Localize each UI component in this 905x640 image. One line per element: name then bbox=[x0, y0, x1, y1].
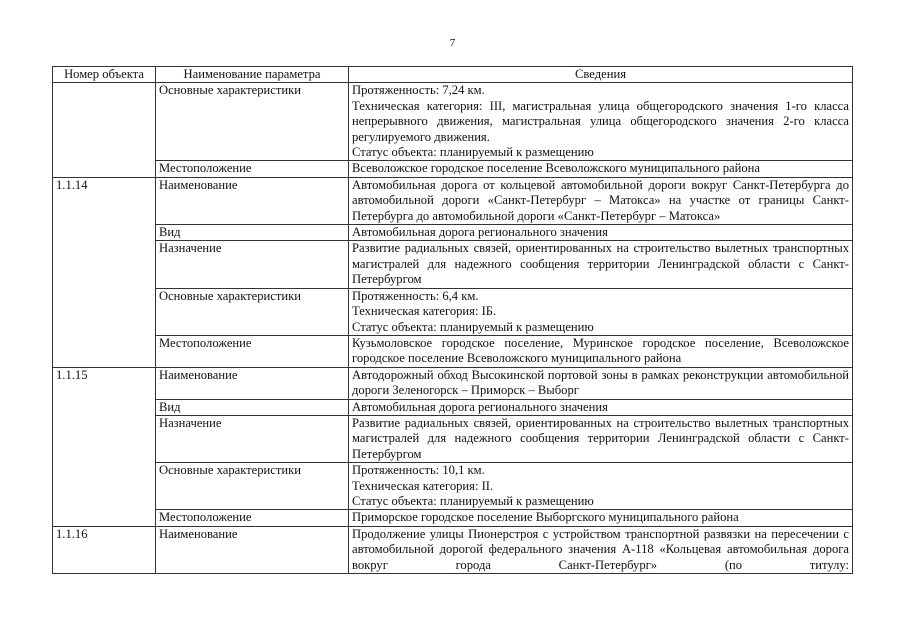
header-details: Сведения bbox=[349, 67, 853, 83]
parameter-name-cell: Основные характеристики bbox=[156, 83, 349, 161]
table-header bbox=[53, 67, 853, 83]
parameter-name-cell: Вид bbox=[156, 225, 349, 241]
table-row bbox=[53, 225, 853, 241]
table-row bbox=[53, 415, 853, 462]
table-row bbox=[53, 367, 853, 399]
details-line: Автомобильная дорога от кольцевой автомобильной дороги вокруг Санкт-Петербурга до автомобильной дороги «Санкт-Петербург – Матокса» на участке от границы Санкт-Петербурга до автомобильной дороги «Санкт-Петербург – Матокса» bbox=[352, 177, 849, 223]
table-row bbox=[53, 177, 853, 224]
table-row bbox=[53, 161, 853, 177]
header-parameter-name: Наименование параметра bbox=[156, 67, 349, 83]
details-line: Протяженность: 6,4 км. bbox=[352, 288, 479, 303]
details-line: Автомобильная дорога регионального значения bbox=[352, 399, 608, 414]
header-object-number: Номер объекта bbox=[53, 67, 156, 83]
details-line: Развитие радиальных связей, ориентированных на строительство вылетных транспортных магистралей для надежного сообщения территории Ленинградской области с Санкт-Петербургом bbox=[352, 241, 849, 287]
details-line: Автомобильная дорога регионального значения bbox=[352, 225, 608, 240]
header-row bbox=[53, 67, 853, 83]
parameter-name-cell: Основные характеристики bbox=[156, 463, 349, 510]
page-number: 7 bbox=[449, 37, 456, 49]
parameter-name-cell: Назначение bbox=[156, 415, 349, 462]
parameter-name-cell: Местоположение bbox=[156, 335, 349, 367]
objects-table bbox=[52, 66, 853, 574]
table-row bbox=[53, 288, 853, 335]
details-cell bbox=[349, 415, 853, 462]
details-line: Всеволожское городское поселение Всеволожского муниципального района bbox=[352, 161, 760, 176]
object-number-cell: 1.1.14 bbox=[53, 177, 156, 367]
details-cell bbox=[349, 177, 853, 224]
details-line: Продолжение улицы Пионерстроя с устройством транспортной развязки на пересечении с автомобильной дорогой федерального значения А-118 «Кольцевая автомобильная дорога вокруг города Санкт-Петербург» (по титулу: bbox=[352, 526, 849, 572]
details-cell bbox=[349, 288, 853, 335]
details-line: Протяженность: 10,1 км. bbox=[352, 463, 485, 478]
details-line: Кузьмоловское городское поселение, Муринское городское поселение, Всеволожское городское поселение Всеволожского муниципального района bbox=[352, 335, 849, 366]
details-cell bbox=[349, 510, 853, 526]
details-cell bbox=[349, 225, 853, 241]
details-line: Статус объекта: планируемый к размещению bbox=[352, 493, 594, 508]
table-row bbox=[53, 463, 853, 510]
object-number-cell: 1.1.15 bbox=[53, 367, 156, 526]
table-row bbox=[53, 335, 853, 367]
details-cell bbox=[349, 367, 853, 399]
details-line: Развитие радиальных связей, ориентированных на строительство вылетных транспортных магистралей для надежного сообщения территории Ленинградской области с Санкт-Петербургом bbox=[352, 415, 849, 461]
table-row bbox=[53, 83, 853, 161]
table-row bbox=[53, 241, 853, 288]
details-cell bbox=[349, 463, 853, 510]
details-cell bbox=[349, 526, 853, 573]
details-line: Техническая категория: III, магистральная улица общегородского значения 1-го класса непрерывного движения, магистральная улица общегородского значения 2-го класса регулируемого движения. bbox=[352, 98, 849, 144]
details-line: Протяженность: 7,24 км. bbox=[352, 83, 485, 98]
parameter-name-cell: Основные характеристики bbox=[156, 288, 349, 335]
parameter-name-cell: Вид bbox=[156, 399, 349, 415]
details-cell bbox=[349, 335, 853, 367]
table-row bbox=[53, 510, 853, 526]
parameter-name-cell: Наименование bbox=[156, 367, 349, 399]
details-cell bbox=[349, 161, 853, 177]
parameter-name-cell: Местоположение bbox=[156, 510, 349, 526]
table-body bbox=[53, 83, 853, 574]
details-cell bbox=[349, 399, 853, 415]
details-line: Приморское городское поселение Выборгского муниципального района bbox=[352, 510, 739, 525]
parameter-name-cell: Назначение bbox=[156, 241, 349, 288]
details-line: Техническая категория: II. bbox=[352, 478, 494, 493]
parameter-name-cell: Наименование bbox=[156, 177, 349, 224]
table-row bbox=[53, 399, 853, 415]
details-cell bbox=[349, 83, 853, 161]
details-line: Автодорожный обход Высокинской портовой зоны в рамках реконструкции автомобильной дороги Зеленогорск – Приморск – Выборг bbox=[352, 367, 849, 398]
parameter-name-cell: Наименование bbox=[156, 526, 349, 573]
object-number-cell: 1.1.16 bbox=[53, 526, 156, 573]
parameter-name-cell: Местоположение bbox=[156, 161, 349, 177]
details-line: Статус объекта: планируемый к размещению bbox=[352, 145, 594, 160]
object-number-cell bbox=[53, 83, 156, 177]
details-line: Техническая категория: IБ. bbox=[352, 304, 497, 319]
details-line: Статус объекта: планируемый к размещению bbox=[352, 319, 594, 334]
details-cell bbox=[349, 241, 853, 288]
table-row bbox=[53, 526, 853, 573]
